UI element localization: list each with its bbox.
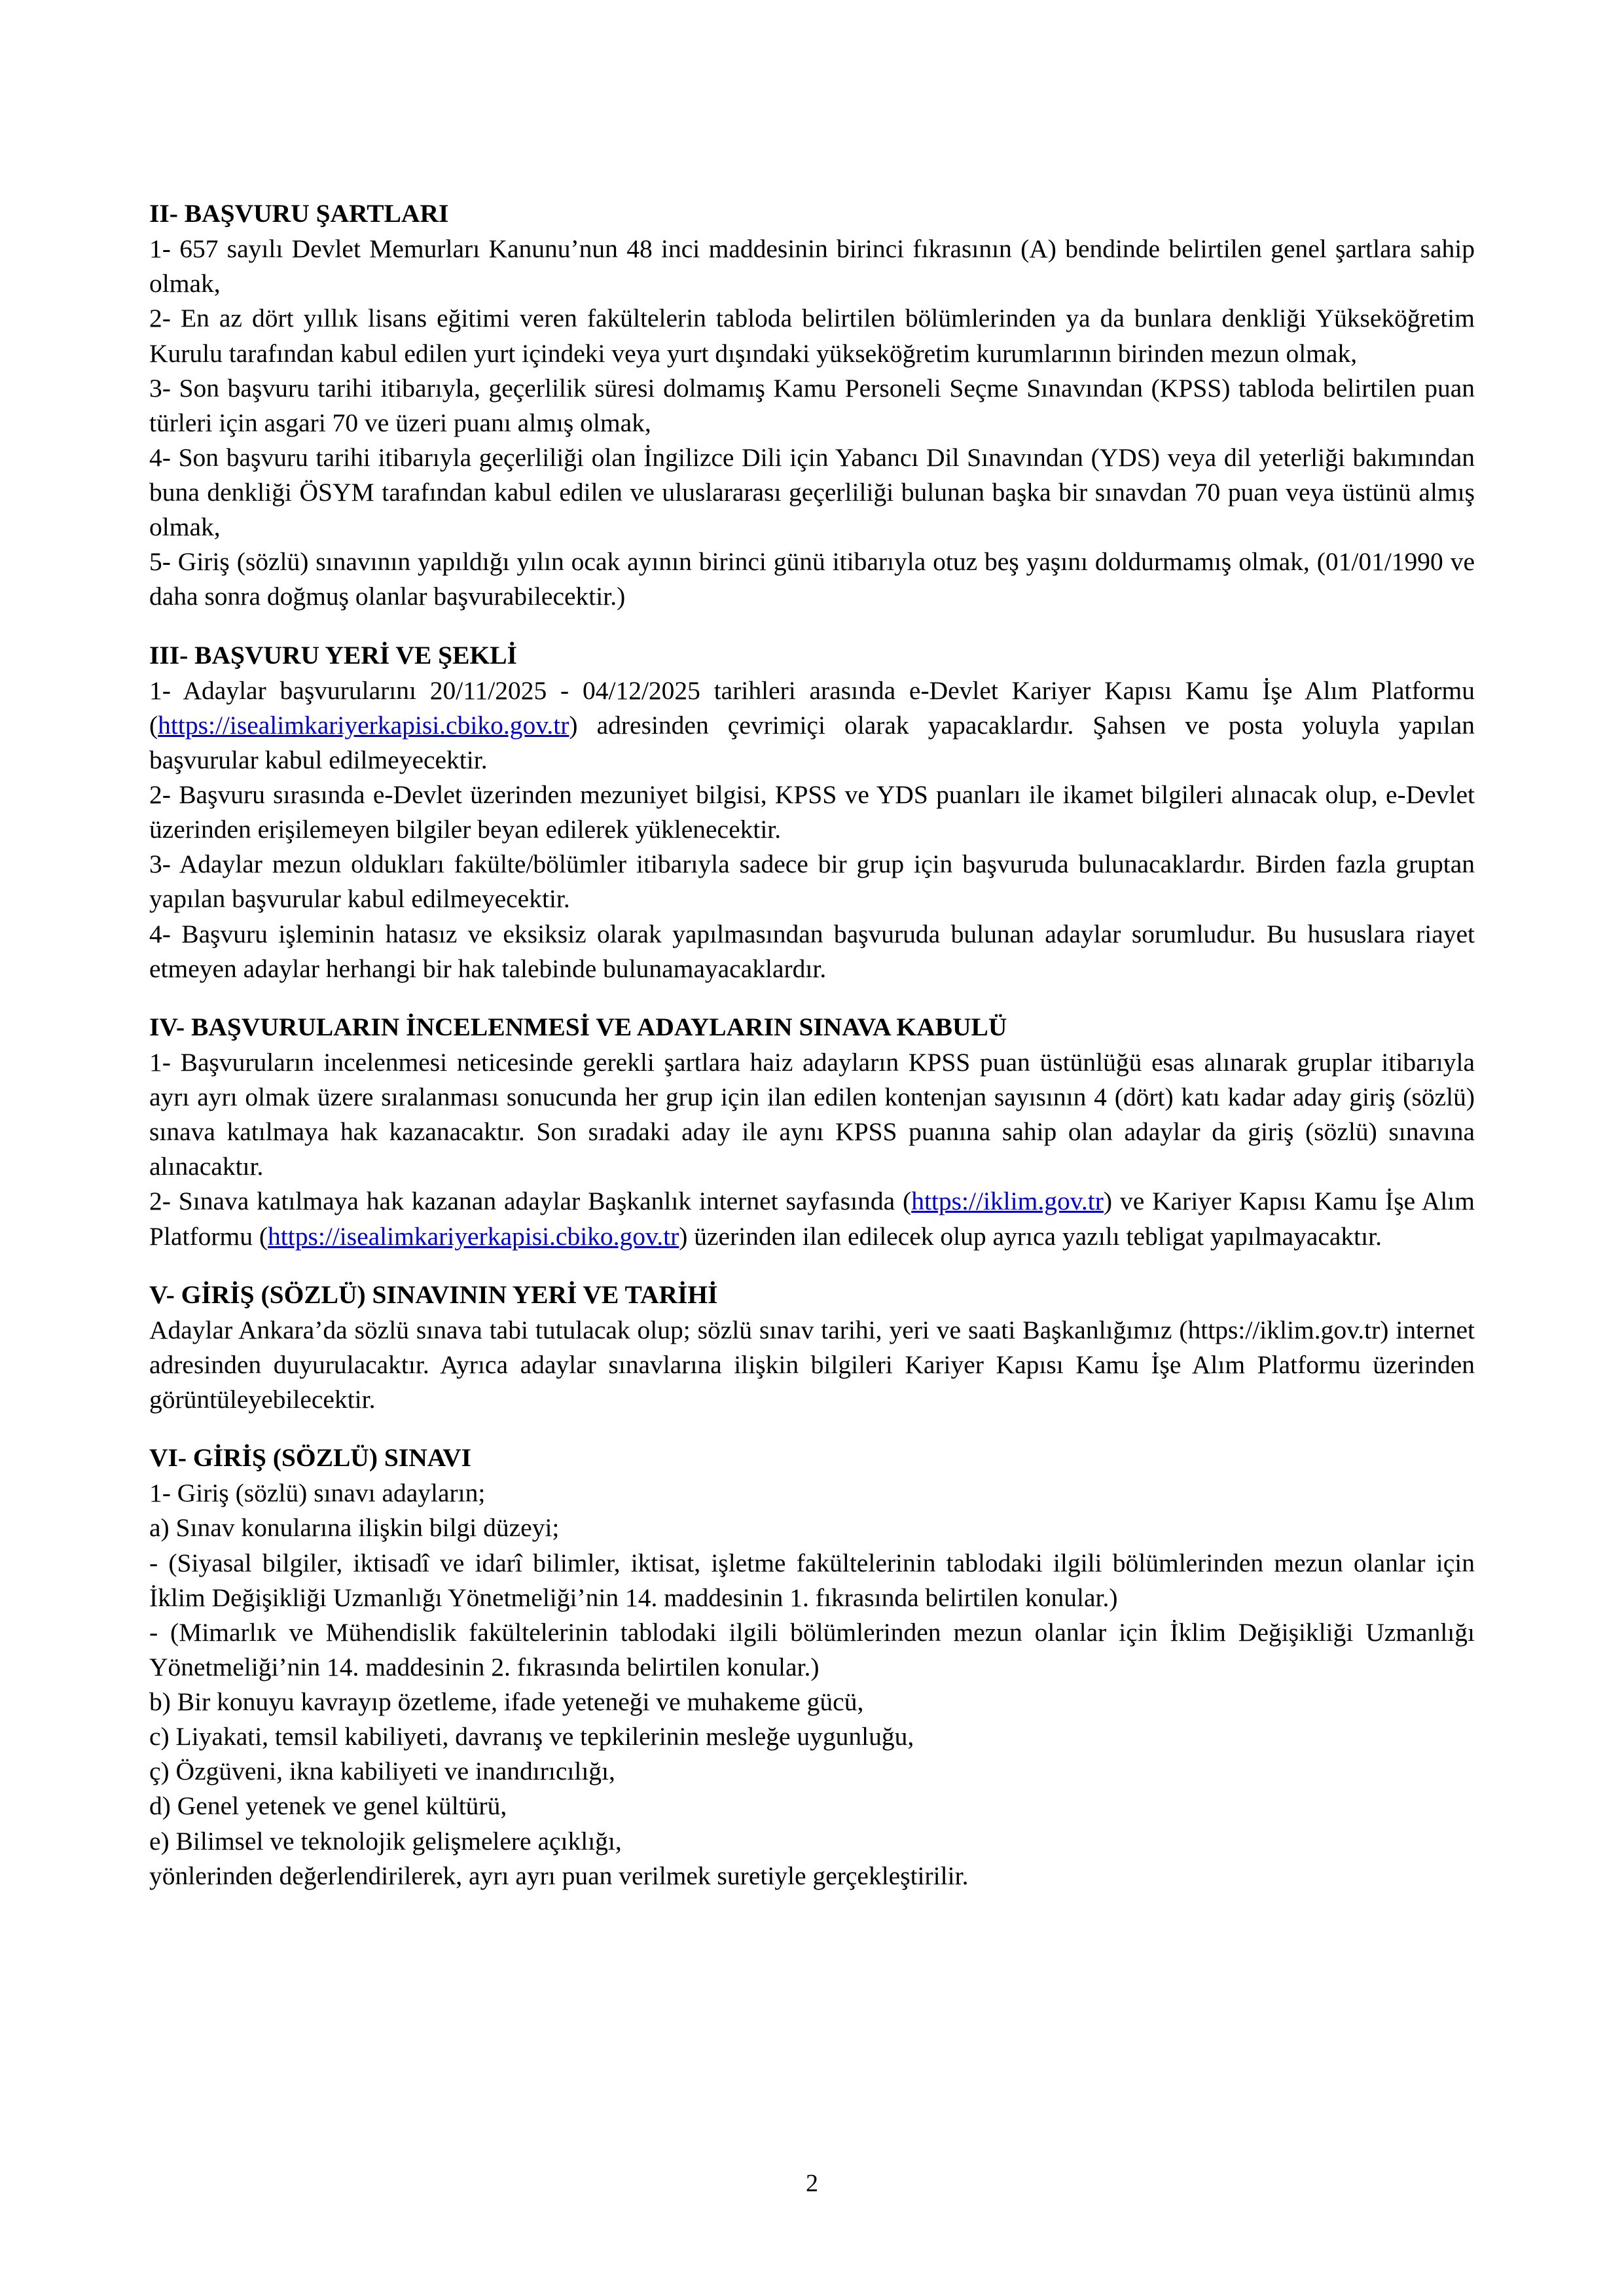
paragraph — [149, 673, 1475, 778]
section-heading: II- BAŞVURU ŞARTLARI — [149, 199, 449, 228]
paragraph: e) Bilimsel ve teknolojik gelişmelere açıklığı, — [149, 1826, 622, 1856]
paragraph: 4- Son başvuru tarihi itibarıyla geçerliliği olan İngilizce Dili için Yabancı Dil Sınavından (YDS) veya dil yeterliği bakımından buna denkliği ÖSYM tarafından kabul edilen ve uluslararası geçerliliği bulunan başka bir sınavdan 70 puan veya üstünü almış olmak, — [149, 442, 1475, 542]
document-section — [149, 1010, 1475, 1254]
paragraph: - (Mimarlık ve Mühendislik fakültelerinin tablodaki ilgili bölümlerinden mezun olanlar için İklim Değişikliği Uzmanlığı Yönetmeliği’nin 14. maddesinin 2. fıkrasında belirtilen konular.) — [149, 1617, 1475, 1681]
paragraph: 2- En az dört yıllık lisans eğitimi veren fakültelerin tabloda belirtilen bölümlerinden ya da bunlara denkliği Yükseköğretim Kurulu tarafından kabul edilen yurt içindeki veya yurt dışındaki yükseköğretim kurumlarının birinden mezun olmak, — [149, 304, 1475, 368]
paragraph-text: ) ve Kariyer Kapısı Kamu İşe Alım Platformu ( — [149, 1187, 1475, 1251]
paragraph: a) Sınav konularına ilişkin bilgi düzeyi; — [149, 1513, 560, 1543]
document-body — [149, 196, 1475, 1893]
document-section — [149, 196, 1475, 615]
paragraph: 4- Başvuru işleminin hatasız ve eksiksiz olarak yapılmasından başvuruda bulunan adaylar sorumludur. Bu hususlara riayet etmeyen adaylar herhangi bir hak talebinde bulunamayacaklardır. — [149, 919, 1475, 983]
paragraph: yönlerinden değerlendirilerek, ayrı ayrı puan verilmek suretiyle gerçekleştirilir. — [149, 1861, 969, 1890]
document-section — [149, 1441, 1475, 1893]
paragraph: 5- Giriş (sözlü) sınavının yapıldığı yılın ocak ayının birinci günü itibarıyla otuz beş yaşını doldurmamış olmak, (01/01/1990 ve daha sonra doğmuş olanlar başvurabilecektir.) — [149, 547, 1475, 611]
paragraph: 1- Giriş (sözlü) sınavı adayların; — [149, 1479, 486, 1508]
paragraph: 1- Başvuruların incelenmesi neticesinde gerekli şartlara haiz adayların KPSS puan üstünlüğü esas alınarak gruplar itibarıyla ayrı ayrı olmak üzere sıralanması sonucunda her grup için ilan edilen kontenjan sayısının 4 (dört) katı kadar aday giriş (sözlü) sınava katılmaya hak kazanacaktır. Son sıradaki aday ile aynı KPSS puanına sahip olan adaylar da giriş (sözlü) sınavına alınacaktır. — [149, 1047, 1475, 1181]
paragraph-text: 2- Sınava katılmaya hak kazanan adaylar Başkanlık internet sayfasında ( — [149, 1187, 912, 1216]
paragraph: Adaylar Ankara’da sözlü sınava tabi tutulacak olup; sözlü sınav tarihi, yeri ve saati Başkanlığımız (https://iklim.gov.tr) internet adresinden duyurulacaktır. Ayrıca adaylar sınavlarına ilişkin bilgileri Kariyer Kapısı Kamu İşe Alım Platformu üzerinden görüntüleyebilecektir. — [149, 1315, 1475, 1414]
paragraph — [149, 1184, 1475, 1253]
paragraph: - (Siyasal bilgiler, iktisadî ve idarî bilimler, iktisat, işletme fakültelerinin tablodaki ilgili bölümlerinden mezun olanlar için İklim Değişikliği Uzmanlığı Yönetmeliği’nin 14. maddesinin 1. fıkrasında belirtilen konular.) — [149, 1548, 1475, 1612]
paragraph-text: ) adresinden çevrimiçi olarak yapacaklardır. Şahsen ve posta yoluyla yapılan başvurular kabul edilmeyecektir. — [149, 710, 1475, 774]
external-link[interactable]: https://isealimkariyerkapisi.cbiko.gov.tr — [158, 710, 569, 740]
page-number: 2 — [806, 2170, 818, 2197]
section-heading: III- BAŞVURU YERİ VE ŞEKLİ — [149, 640, 517, 670]
document-section — [149, 638, 1475, 986]
paragraph: b) Bir konuyu kavrayıp özetleme, ifade yeteneği ve muhakeme gücü, — [149, 1687, 864, 1716]
paragraph: ç) Özgüveni, ikna kabiliyeti ve inandırıcılığı, — [149, 1757, 615, 1786]
paragraph: 3- Adaylar mezun oldukları fakülte/bölümler itibarıyla sadece bir grup için başvuruda bulunacaklardır. Birden fazla gruptan yapılan başvurular kabul edilmeyecektir. — [149, 850, 1475, 914]
paragraph-text: ) üzerinden ilan edilecek olup ayrıca yazılı tebligat yapılmayacaktır. — [679, 1221, 1382, 1251]
paragraph: c) Liyakati, temsil kabiliyeti, davranış ve tepkilerinin mesleğe uygunluğu, — [149, 1722, 914, 1751]
paragraph-text: 1- Adaylar başvurularını 20/11/2025 - 04/12/2025 tarihleri arasında e-Devlet Kariyer Kapısı Kamu İşe Alım Platformu ( — [149, 675, 1475, 740]
section-heading: VI- GİRİŞ (SÖZLÜ) SINAVI — [149, 1443, 472, 1473]
paragraph: 2- Başvuru sırasında e-Devlet üzerinden mezuniyet bilgisi, KPSS ve YDS puanları ile ikamet bilgileri alınacak olup, e-Devlet üzerinden erişilemeyen bilgiler beyan edilerek yüklenecektir. — [149, 780, 1475, 844]
section-heading: IV- BAŞVURULARIN İNCELENMESİ VE ADAYLARIN SINAVA KABULÜ — [149, 1012, 1007, 1041]
paragraph: 3- Son başvuru tarihi itibarıyla, geçerlilik süresi dolmamış Kamu Personeli Seçme Sınavından (KPSS) tabloda belirtilen puan türleri için asgari 70 ve üzeri puanı almış olmak, — [149, 373, 1475, 437]
document-section — [149, 1278, 1475, 1418]
external-link[interactable]: https://iklim.gov.tr — [911, 1187, 1104, 1216]
paragraph: 1- 657 sayılı Devlet Memurları Kanunu’nun 48 inci maddesinin birinci fıkrasının (A) bendinde belirtilen genel şartlara sahip olmak, — [149, 234, 1475, 298]
external-link[interactable]: https://isealimkariyerkapisi.cbiko.gov.tr — [268, 1221, 679, 1251]
section-heading: V- GİRİŞ (SÖZLÜ) SINAVININ YERİ VE TARİHİ — [149, 1280, 718, 1309]
paragraph: d) Genel yetenek ve genel kültürü, — [149, 1791, 507, 1821]
